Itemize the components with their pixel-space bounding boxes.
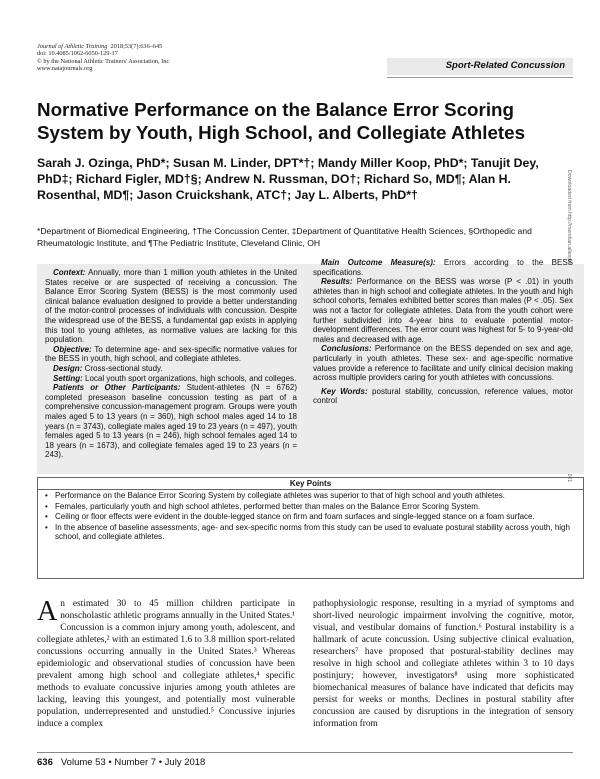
key-point: • In the absence of baseline assessments, age- and sex-specific norms from this study can be used to evaluate postural stability across youth, high school, and collegiate athletes. xyxy=(55,523,583,542)
abstract-conclusions: Conclusions: Performance on the BESS depended on sex and age, particularly in youth athletes. These sex- and age-specific normative values provide a reference to facilitate and unify clinical decision making across multiple providers caring for youth athletes with concussions. xyxy=(313,344,573,383)
page-number: 636 xyxy=(37,757,53,768)
abstract-box xyxy=(37,258,584,474)
section-banner xyxy=(387,58,573,75)
journal-name: Journal of Athletic Training xyxy=(37,43,108,50)
key-point: • Performance on the Balance Error Scoring System by collegiate athletes was superior to that of high school and youth athletes. xyxy=(55,491,583,501)
section-label: Sport-Related Concussion xyxy=(445,60,565,71)
abstract-context: Context: Annually, more than 1 million youth athletes in the United States receive or are suspected of receiving a concussion. The Balance Error Scoring System (BESS) is the most commonly used clinical balance evaluation designed to provide a better understanding of the motor-control processes of individuals with concussion. Despite the widespread use of the BESS, a fundamental gap exists in applying this tool to young athletes, as normative values are lacking for this population. xyxy=(45,268,298,345)
key-point: • Females, particularly youth and high school athletes, performed better than males on the Balance Error Scoring System. xyxy=(55,502,583,512)
footer-divider xyxy=(37,752,573,753)
abstract-results: Results: Performance on the BESS was worse (P < .01) in youth athletes than in high school and collegiate athletes. In the youth and high school cohorts, females exhibited better scores than males (P < .05). Sex was not a factor for collegiate athletes. Data from the youth cohort were further subdivided into 4-year bins to evaluate potential motor-development differences. The error count was highest for 5- to 9-year-old males and decreased with age. xyxy=(313,277,573,344)
abstract-patients: Patients or Other Participants: Student-athletes (N = 6762) completed preseason baseline concussion testing as part of a comprehensive concussion-management program. Groups were youth males aged 5 to 13 years (n = 360), high school males aged 14 to 18 years (n = 3743), collegiate males aged 19 to 23 years (n = 497), youth females aged 5 to 13 years (n = 246), high school females aged 14 to 18 years (n = 1673), and collegiate females aged 19 to 23 years (n = 243). xyxy=(45,383,297,460)
copyright: © by the National Athletic Trainers' Association, Inc xyxy=(37,57,170,65)
abstract-setting: Setting: Local youth sport organizations, high schools, and colleges. xyxy=(53,373,297,383)
key-points-box xyxy=(37,477,584,579)
page-footer xyxy=(37,757,205,768)
key-point: • Ceiling or floor effects were evident in the double-legged stance on firm and foam surfaces and single-legged stance on a foam surface. xyxy=(55,512,583,522)
affiliations: *Department of Biomedical Engineering, †The Concussion Center, ‡Department of Quantitative Health Sciences, §Orthopedic and Rheumatologic Institute, and ¶The Pediatric Institute, Cleveland Clinic, OH xyxy=(37,226,532,248)
key-points-heading: Key Points xyxy=(38,478,583,490)
author-list: Sarah J. Ozinga, PhD*; Susan M. Linder, DPT*†; Mandy Miller Koop, PhD*; Tanujit Dey, PhD‡; Richard Figler, MD†§; Andrew N. Russman, DO†; Richard So, MD¶; Alan H. Rosenthal, MD¶; Jason Cruickshank, ATC†; Jay L. Alberts, PhD*† xyxy=(37,156,539,202)
doi[interactable]: doi: 10.4085/1062-6050-129-17 xyxy=(37,50,118,58)
banner-divider xyxy=(387,77,573,78)
journal-url[interactable]: www.natajournals.org xyxy=(37,65,93,73)
abstract-objective: Objective: To determine age- and sex-specific normative values for the BESS in youth, high school, and collegiate athletes. xyxy=(45,344,297,364)
body-text-right: pathophysiologic response, resulting in a myriad of symptoms and short-lived neurologic impairment involving the cognitive, motor, visual, and vestibular domains of function.⁶ Postural instability is a hallmark of acute concussion. Using subjective clinical evaluation, researchers⁷ have proposed that postural-stability declines may resolve in high school and collegiate athletes within 3 to 10 days postinjury; however, investigators⁸ using more sophisticated biomechanical measures of balance have indicated that deficits may persist for weeks or months. Declines in postural stability after concussion are caused by disruptions in the integration of sensory information from xyxy=(313,599,574,729)
article-title: Normative Performance on the Balance Error Scoring System by Youth, High School, and Collegiate Athletes xyxy=(37,99,526,143)
drop-cap: A xyxy=(37,596,58,627)
journal-info xyxy=(37,43,169,73)
body-text-left: n estimated 30 to 45 million children participate in nonscholastic athletic programs annually in the United States.¹ Concussion is a common injury among youth, adolescent, and collegiate athletes,² with an estimated 1.6 to 3.8 million sport-related concussions occurring annually in the United States.³ Whereas epidemiologic and observational studies of concussion have been prevalent among high school and collegiate athletes,⁴ specific methods to evaluate concussive injuries among youth athletes are lacking, leaving this youngest, and potentially most vulnerable population, underrepresented and unstudied.⁵ Concussive injuries induce a complex xyxy=(37,599,295,729)
abstract-column-left xyxy=(45,268,297,460)
abstract-outcome: Main Outcome Measure(s): Errors according to the BESS specifications. xyxy=(313,258,573,277)
issue-info: Volume 53 • Number 7 • July 2018 xyxy=(60,757,206,768)
body-column-right xyxy=(313,598,574,730)
key-points-list xyxy=(44,491,583,543)
citation: 2018;53(7):636–645 xyxy=(110,43,163,50)
abstract-keywords: Key Words: postural stability, concussion, reference values, motor control xyxy=(313,386,574,406)
body-column-left xyxy=(37,598,295,730)
abstract-design: Design: Cross-sectional study. xyxy=(53,363,163,373)
abstract-column-right xyxy=(313,258,573,406)
